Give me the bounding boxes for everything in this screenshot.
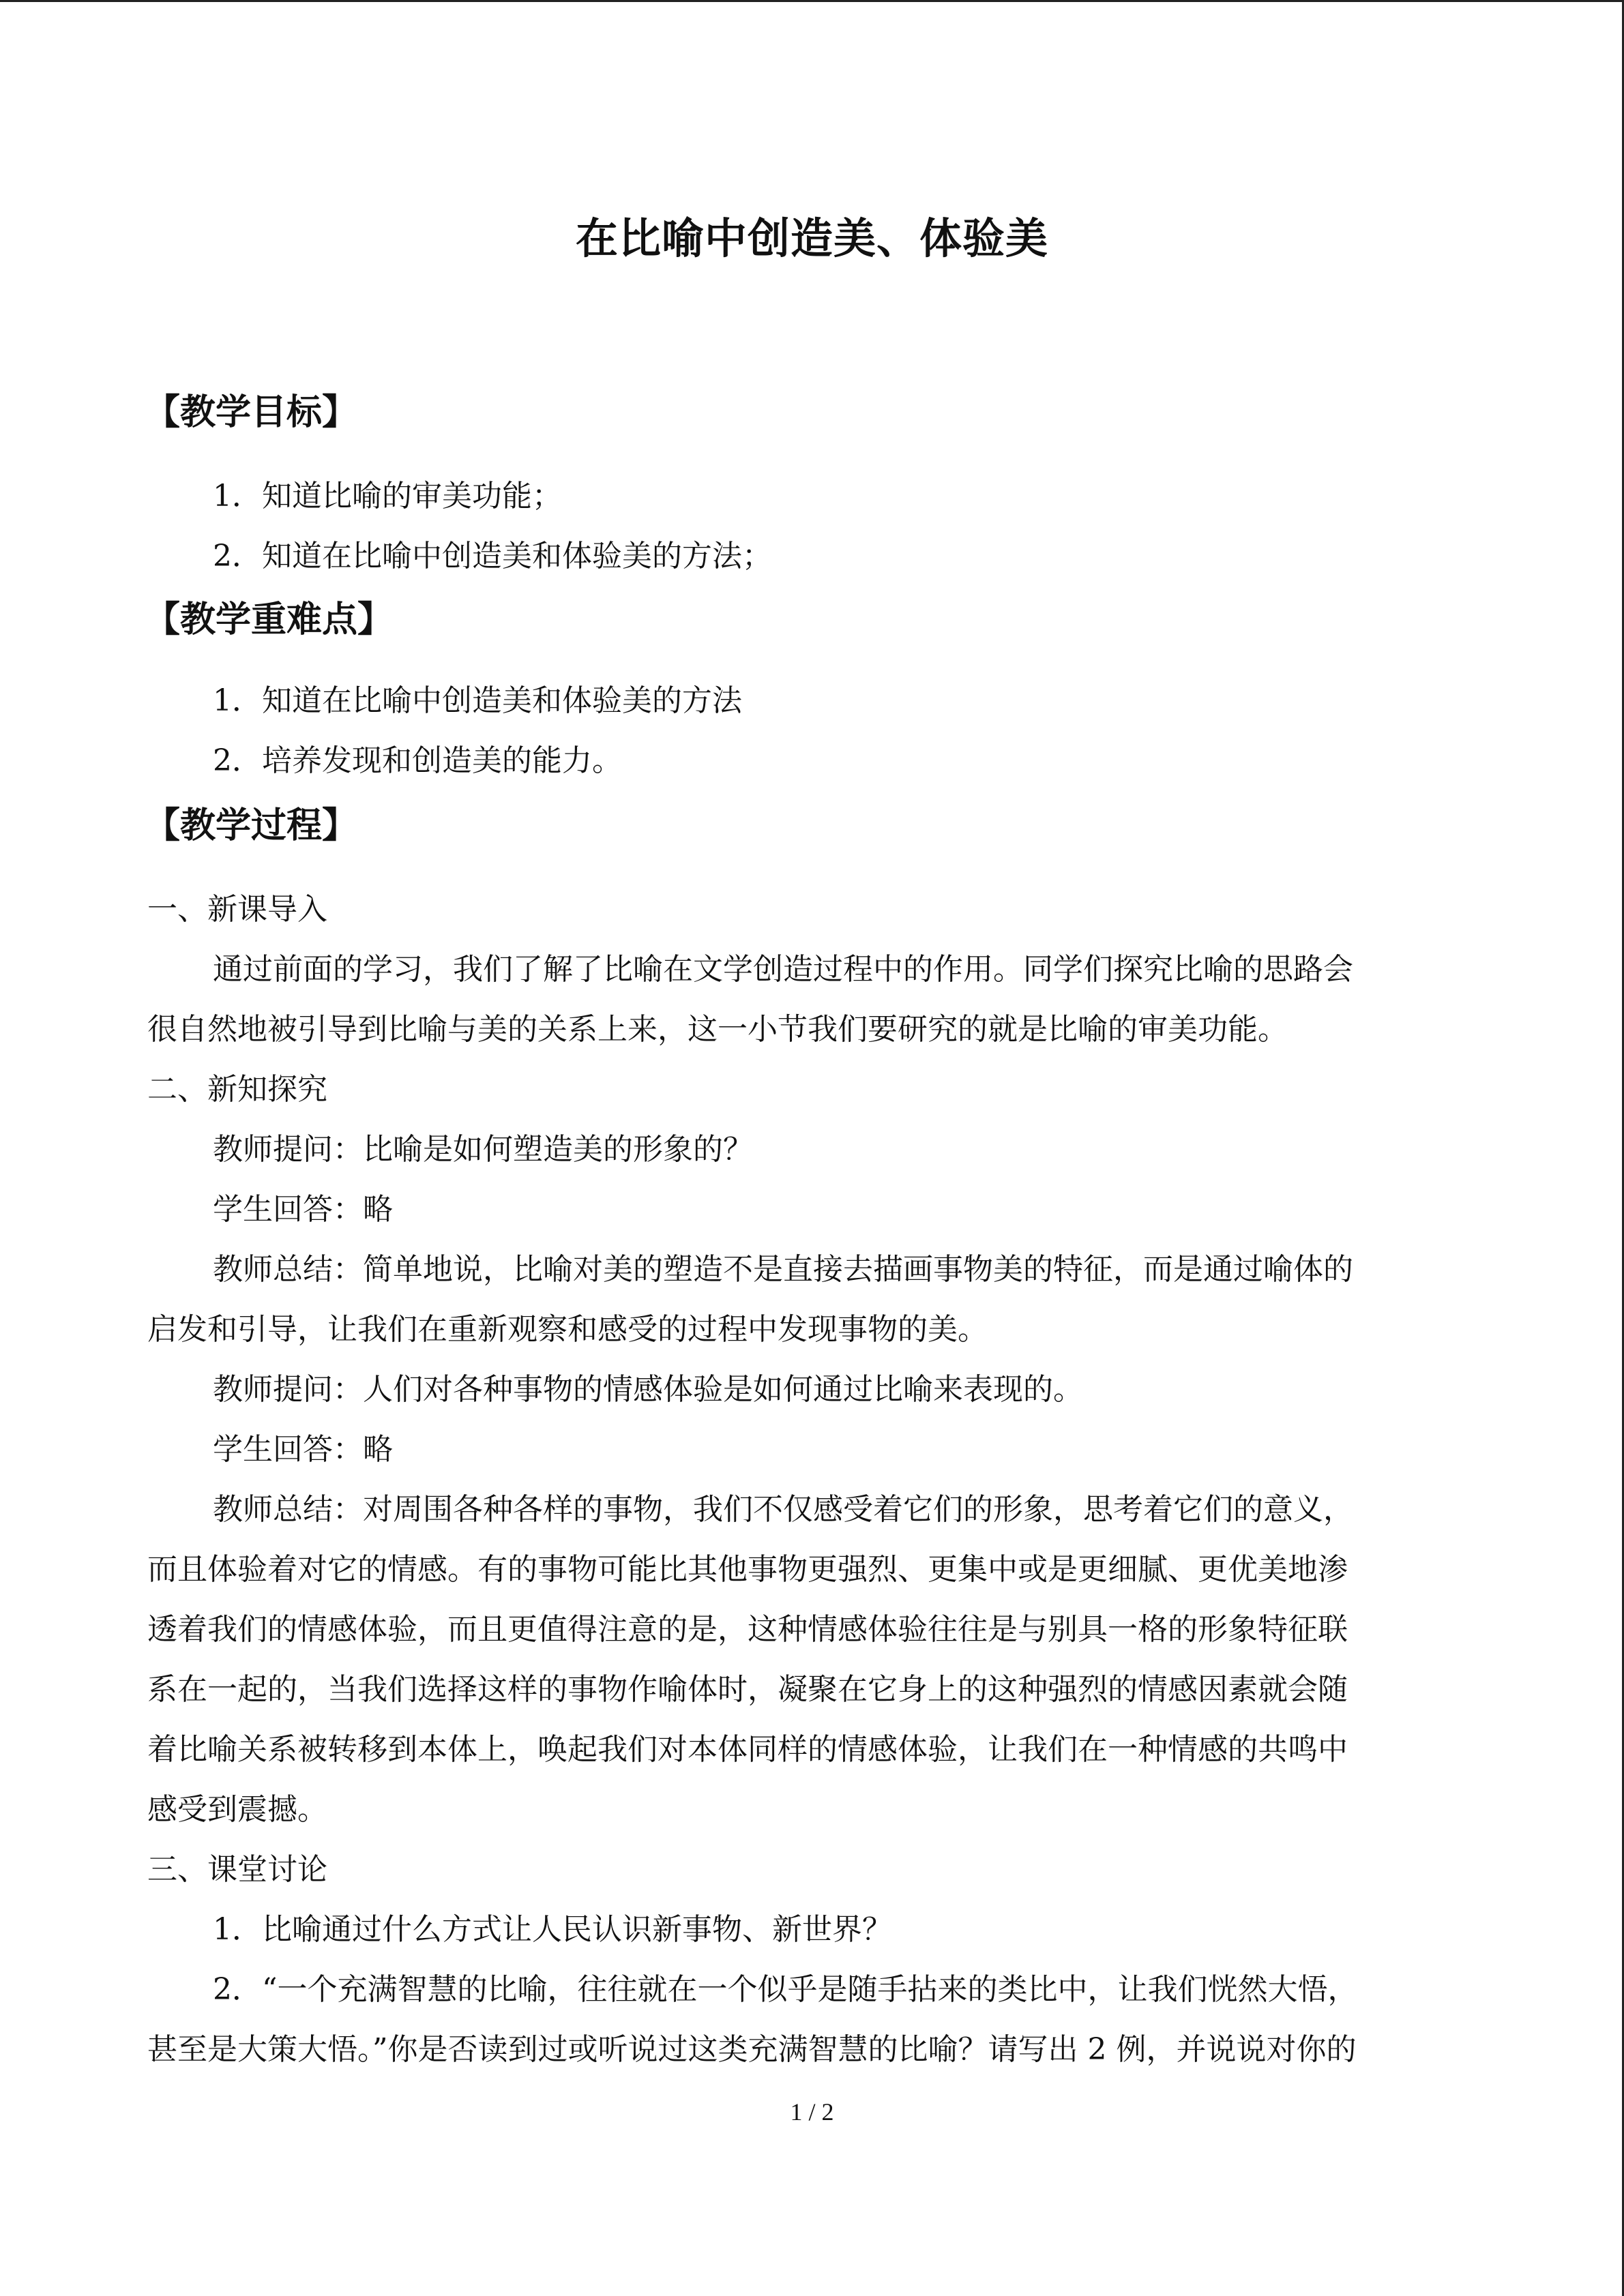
process-subheading-discussion: 三、课堂讨论 — [147, 1852, 327, 1887]
process-paragraph-line: 学生回答：略 — [213, 1192, 393, 1227]
process-paragraph-line: 教师总结：对周围各种各样的事物，我们不仅感受着它们的形象，思考着它们的意义， — [213, 1492, 1353, 1527]
section-heading-key-points: 【教学重难点】 — [145, 599, 394, 640]
process-paragraph-line: 系在一起的，当我们选择这样的事物作喻体时，凝聚在它身上的这种强烈的情感因素就会随 — [147, 1672, 1348, 1707]
section-heading-goals: 【教学目标】 — [145, 392, 358, 433]
discussion-item-2-continued: 甚至是大策大悟。”你是否读到过或听说过这类充满智慧的比喻？请写出 2 例，并说说对你的 — [147, 2032, 1357, 2067]
process-paragraph-line: 感受到震撼。 — [147, 1792, 327, 1827]
page-number: 1 / 2 — [790, 2098, 834, 2126]
key-point-item-1: 1．知道在比喻中创造美和体验美的方法 — [213, 683, 742, 718]
process-paragraph-line: 而且体验着对它的情感。有的事物可能比其他事物更强烈、更集中或是更细腻、更优美地渗 — [147, 1552, 1348, 1587]
document-title: 在比喻中创造美、体验美 — [575, 213, 1048, 263]
process-paragraph-line: 教师提问：比喻是如何塑造美的形象的？ — [213, 1132, 753, 1167]
process-subheading-explore: 二、新知探究 — [147, 1072, 327, 1107]
process-paragraph-line: 启发和引导，让我们在重新观察和感受的过程中发现事物的美。 — [147, 1312, 988, 1347]
process-paragraph-line: 学生回答：略 — [213, 1432, 393, 1467]
section-heading-process: 【教学过程】 — [145, 805, 358, 846]
process-paragraph-line: 着比喻关系被转移到本体上，唤起我们对本体同样的情感体验，让我们在一种情感的共鸣中 — [147, 1732, 1348, 1767]
process-paragraph-line: 很自然地被引导到比喻与美的关系上来，这一小节我们要研究的就是比喻的审美功能。 — [147, 1012, 1288, 1047]
discussion-item-2: 2．“一个充满智慧的比喻，往往就在一个似乎是随手拈来的类比中，让我们恍然大悟， — [213, 1972, 1358, 2007]
process-paragraph-line: 通过前面的学习，我们了解了比喻在文学创造过程中的作用。同学们探究比喻的思路会 — [213, 952, 1353, 987]
discussion-item-1: 1．比喻通过什么方式让人民认识新事物、新世界？ — [213, 1912, 892, 1947]
process-paragraph-line: 透着我们的情感体验，而且更值得注意的是，这种情感体验往往是与别具一格的形象特征联 — [147, 1612, 1348, 1647]
process-paragraph-line: 教师总结：简单地说，比喻对美的塑造不是直接去描画事物美的特征，而是通过喻体的 — [213, 1252, 1353, 1287]
process-paragraph-line: 教师提问：人们对各种事物的情感体验是如何通过比喻来表现的。 — [213, 1372, 1083, 1407]
key-point-item-2: 2．培养发现和创造美的能力。 — [213, 743, 622, 778]
goal-item-2: 2．知道在比喻中创造美和体验美的方法； — [213, 539, 772, 573]
goal-item-1: 1．知道比喻的审美功能； — [213, 479, 562, 513]
process-subheading-intro: 一、新课导入 — [147, 892, 327, 927]
